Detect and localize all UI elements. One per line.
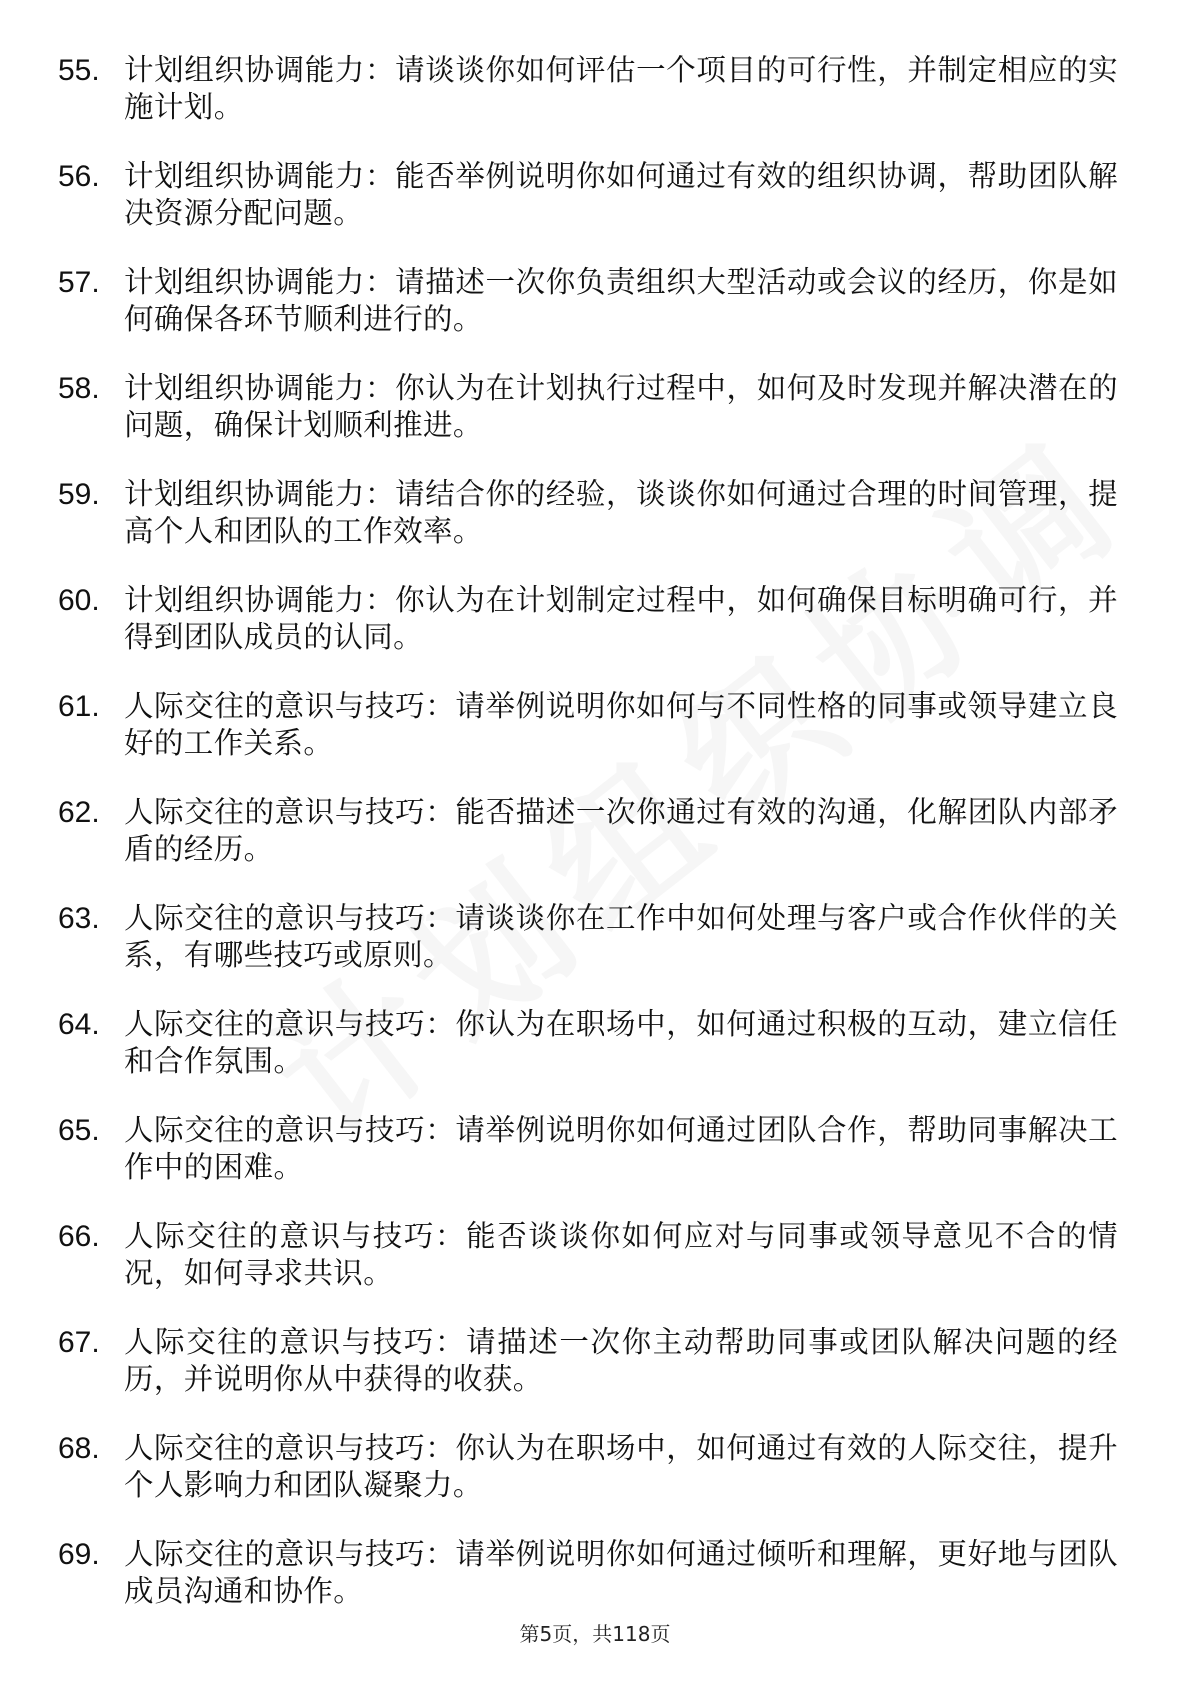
- question-text: 人际交往的意识与技巧：请举例说明你如何通过倾听和理解，更好地与团队成员沟通和协作。: [124, 1537, 1118, 1608]
- question-item: [58, 158, 1118, 264]
- question-number: 60.: [58, 584, 100, 617]
- page-footer: 第5页，共118页: [519, 1622, 671, 1646]
- question-item: [58, 582, 1118, 688]
- question-item: [58, 1218, 1118, 1324]
- question-text: 人际交往的意识与技巧：请举例说明你如何通过团队合作，帮助同事解决工作中的困难。: [124, 1113, 1118, 1184]
- question-number: 57.: [58, 266, 100, 299]
- question-number: 59.: [58, 478, 100, 511]
- question-item: [58, 900, 1118, 1006]
- question-item: [58, 264, 1118, 370]
- question-number: 58.: [58, 372, 100, 405]
- question-item: [58, 52, 1118, 158]
- question-number: 64.: [58, 1008, 100, 1041]
- question-number: 63.: [58, 902, 100, 935]
- question-number: 62.: [58, 796, 100, 829]
- question-number: 69.: [58, 1538, 100, 1571]
- question-text: 计划组织协调能力：请结合你的经验，谈谈你如何通过合理的时间管理，提高个人和团队的工作效率。: [124, 477, 1118, 548]
- question-text: 计划组织协调能力：你认为在计划制定过程中，如何确保目标明确可行，并得到团队成员的认同。: [124, 583, 1118, 654]
- question-list: [58, 52, 1118, 1642]
- question-item: [58, 794, 1118, 900]
- question-text: 计划组织协调能力：请描述一次你负责组织大型活动或会议的经历，你是如何确保各环节顺利进行的。: [124, 265, 1118, 336]
- question-text: 人际交往的意识与技巧：你认为在职场中，如何通过有效的人际交往，提升个人影响力和团队凝聚力。: [124, 1431, 1118, 1502]
- question-number: 67.: [58, 1326, 100, 1359]
- question-number: 61.: [58, 690, 100, 723]
- question-number: 56.: [58, 160, 100, 193]
- question-number: 68.: [58, 1432, 100, 1465]
- question-item: [58, 1006, 1118, 1112]
- question-text: 人际交往的意识与技巧：能否描述一次你通过有效的沟通，化解团队内部矛盾的经历。: [124, 795, 1118, 866]
- question-item: [58, 370, 1118, 476]
- question-item: [58, 1112, 1118, 1218]
- question-text: 人际交往的意识与技巧：请描述一次你主动帮助同事或团队解决问题的经历，并说明你从中获得的收获。: [124, 1325, 1118, 1396]
- question-text: 计划组织协调能力：请谈谈你如何评估一个项目的可行性，并制定相应的实施计划。: [124, 53, 1118, 124]
- question-item: [58, 476, 1118, 582]
- question-text: 人际交往的意识与技巧：请举例说明你如何与不同性格的同事或领导建立良好的工作关系。: [124, 689, 1118, 760]
- question-item: [58, 1324, 1118, 1430]
- question-number: 65.: [58, 1114, 100, 1147]
- question-number: 55.: [58, 54, 100, 87]
- question-text: 计划组织协调能力：能否举例说明你如何通过有效的组织协调，帮助团队解决资源分配问题。: [124, 159, 1118, 230]
- question-number: 66.: [58, 1220, 100, 1253]
- question-text: 人际交往的意识与技巧：能否谈谈你如何应对与同事或领导意见不合的情况，如何寻求共识。: [124, 1219, 1118, 1290]
- question-item: [58, 1430, 1118, 1536]
- question-item: [58, 688, 1118, 794]
- question-text: 计划组织协调能力：你认为在计划执行过程中，如何及时发现并解决潜在的问题，确保计划顺利推进。: [124, 371, 1118, 442]
- question-text: 人际交往的意识与技巧：请谈谈你在工作中如何处理与客户或合作伙伴的关系，有哪些技巧或原则。: [124, 901, 1118, 972]
- question-text: 人际交往的意识与技巧：你认为在职场中，如何通过积极的互动，建立信任和合作氛围。: [124, 1007, 1118, 1078]
